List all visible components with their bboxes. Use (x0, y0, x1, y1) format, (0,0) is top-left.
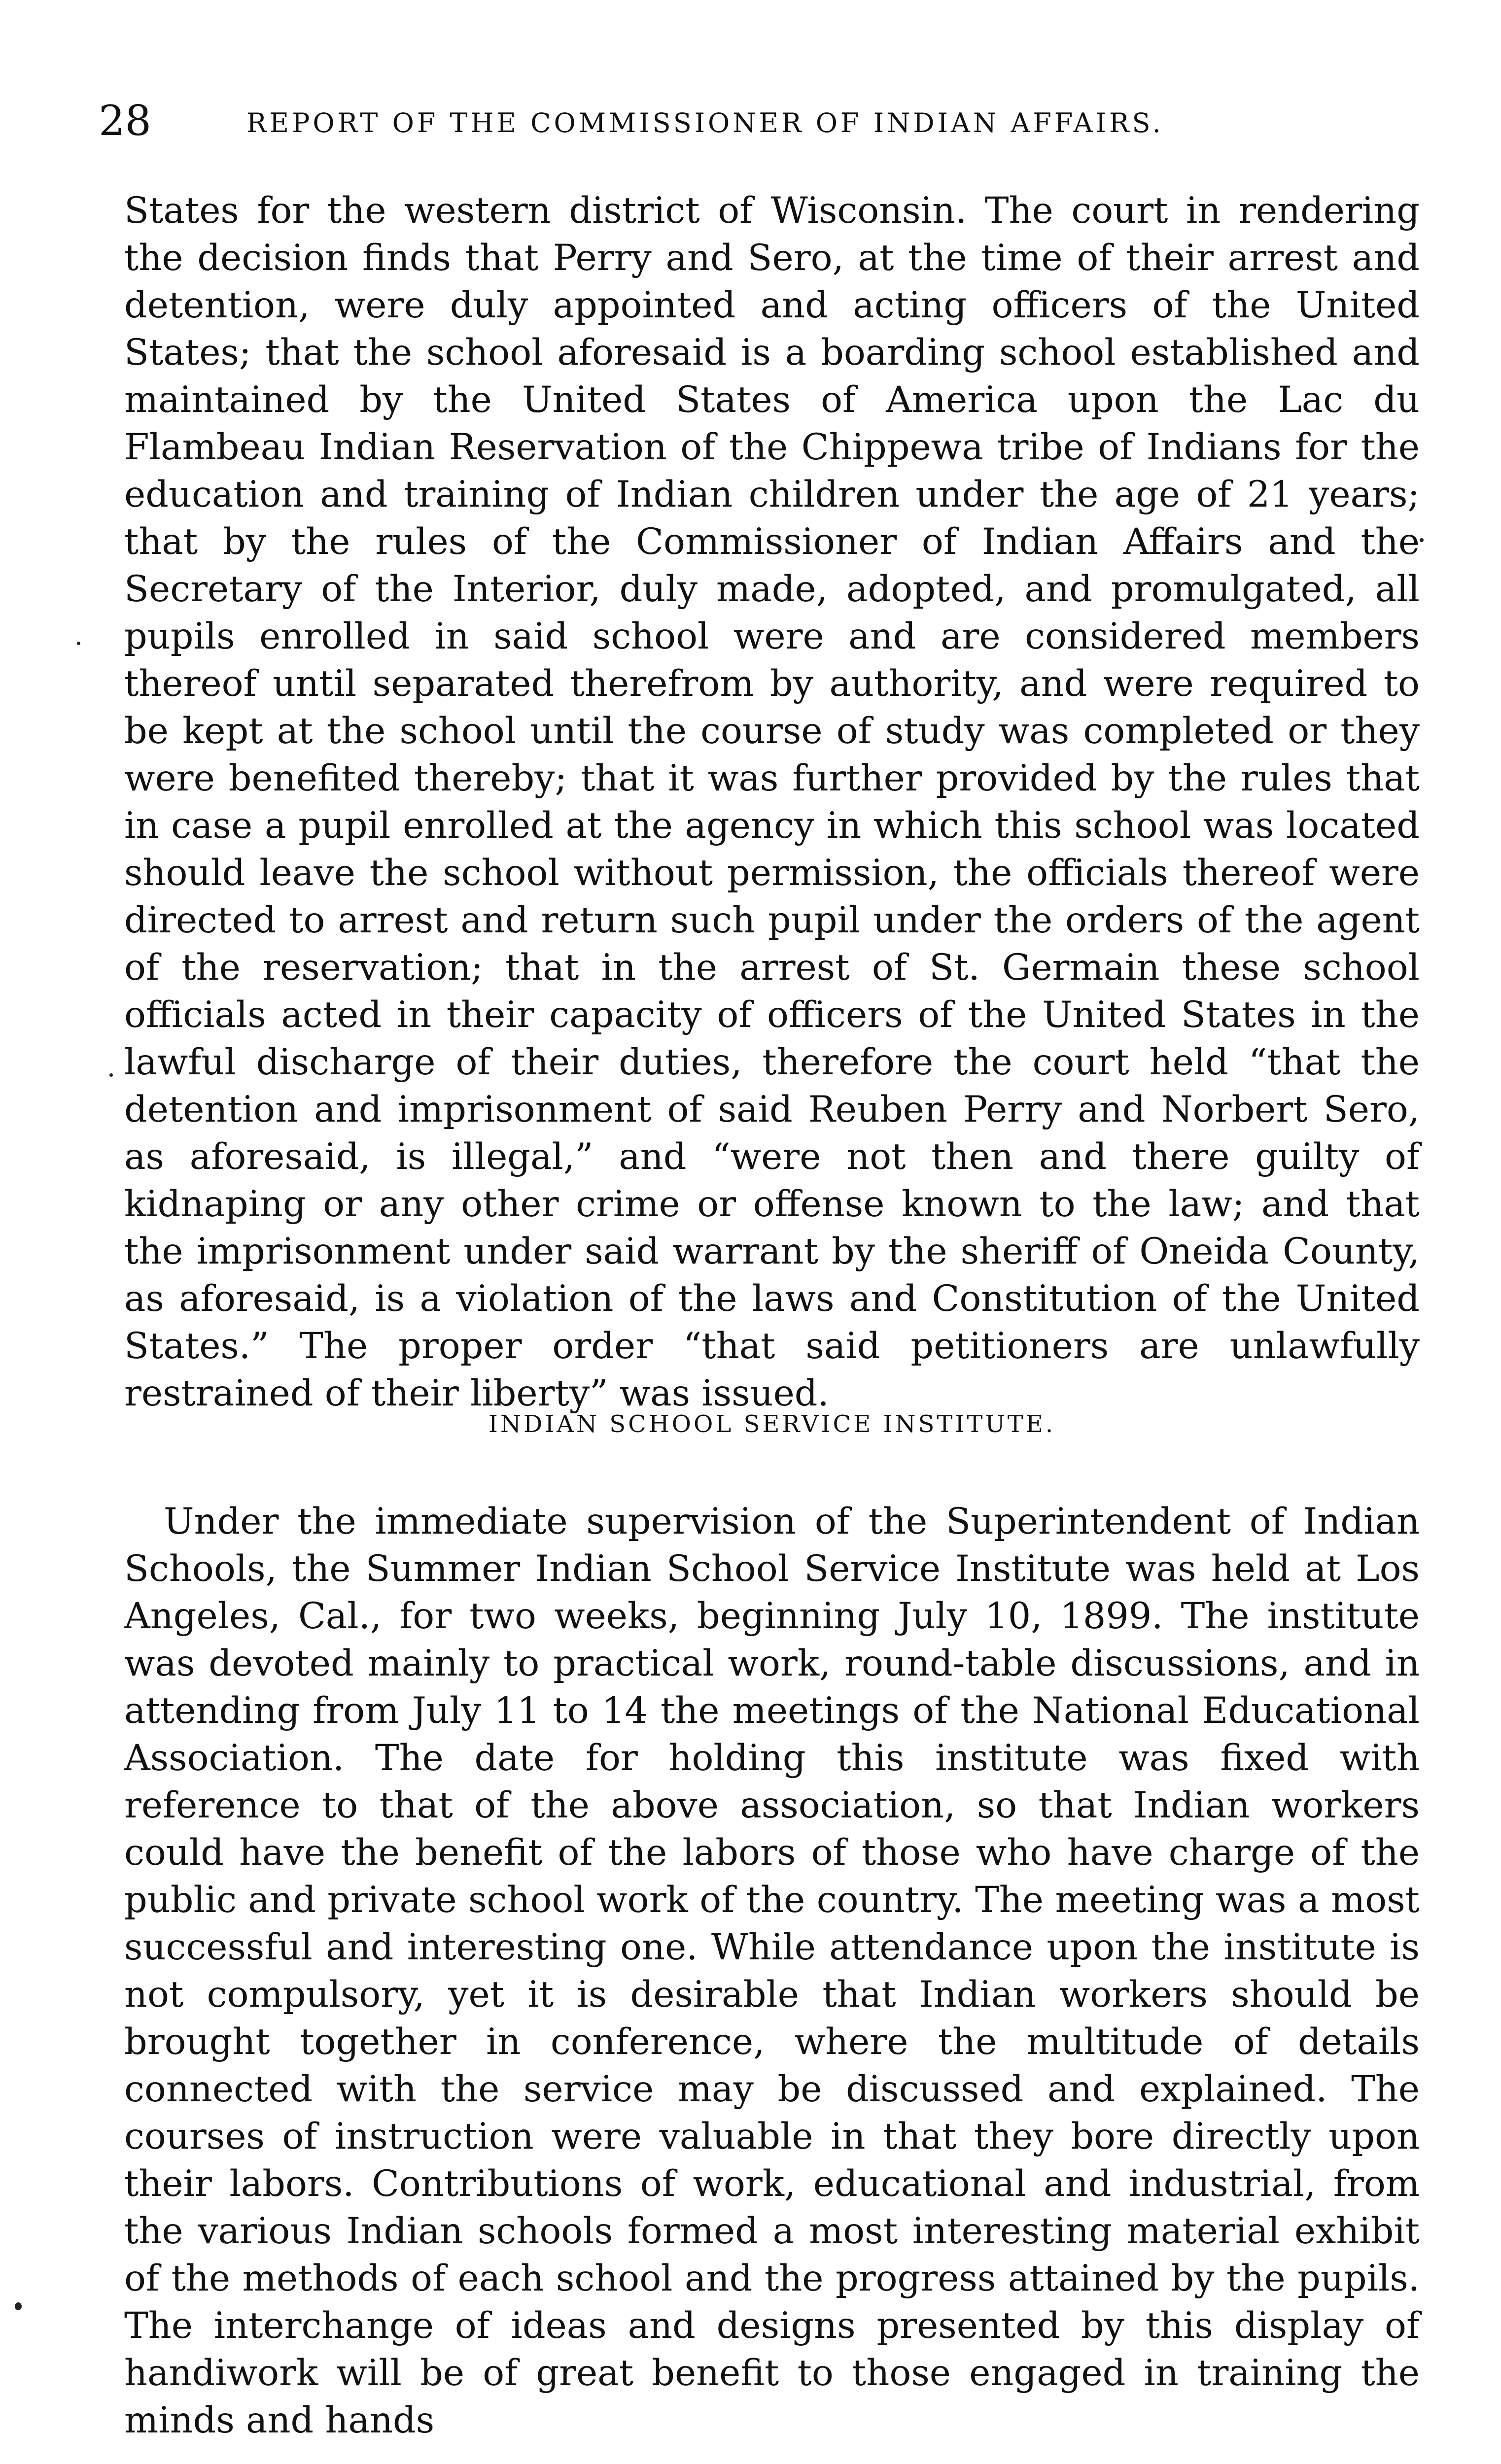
stray-ink-dot (1420, 538, 1424, 542)
running-title: REPORT OF THE COMMISSIONER OF INDIAN AFFAIRS. (246, 107, 1164, 138)
stray-ink-dot (77, 642, 80, 645)
running-head (99, 94, 1410, 153)
paragraph-court-decision: States for the western district of Wisconsin. The court in rendering the decision finds that Perry and Sero, at the time of their arrest and detention, were duly appointed and acting officers of the United States; that the school aforesaid is a boarding school established and maintained by the United States of America upon the Lac du Flambeau Indian Reservation of the Chippewa tribe of Indians for the education and training of Indian children under the age of 21 years; that by the rules of the Commissioner of Indian Affairs and the Secretary of the Interior, duly made, adopted, and promulgated, all pupils enrolled in said school were and are considered members thereof until separated therefrom by authority, and were required to be kept at the school until the course of study was completed or they were benefited thereby; that it was further provided by the rules that in case a pupil enrolled at the agency in which this school was located should leave the school without permission, the officials thereof were directed to arrest and return such pupil under the orders of the agent of the reservation; that in the arrest of St. Germain these school officials acted in their capacity of officers of the United States in the lawful discharge of their duties, therefore the court held “that the detention and imprisonment of said Reuben Perry and Norbert Sero, as aforesaid, is illegal,” and “were not then and there guilty of kidnaping or any other crime or offense known to the law; and that the imprisonment under said warrant by the sheriff of Oneida County, as aforesaid, is a violation of the laws and Constitution of the United States.” The proper order “that said petitioners are unlawfully restrained of their liberty” was issued. (124, 190, 1420, 1414)
stray-ink-dot (109, 1073, 113, 1077)
section-heading: INDIAN SCHOOL SERVICE INSTITUTE. (488, 1410, 1056, 1438)
stray-ink-dot (15, 2302, 22, 2310)
page-number: 28 (99, 97, 151, 145)
paragraph-institute: Under the immediate supervision of the Superintendent of Indian Schools, the Summer Indian School Service Institute was held at Los Angeles, Cal., for two weeks, beginning July 10, 1899. The institute was devoted mainly to practical work, round-table discussions, and in attending from July 11 to 14 the meetings of the National Educational Association. The date for holding this institute was fixed with reference to that of the above association, so that Indian workers could have the benefit of the labors of those who have charge of the public and private school work of the country. The meeting was a most successful and interesting one. While attendance upon the institute is not compulsory, yet it is desirable that Indian workers should be brought together in conference, where the multitude of details connected with the service may be discussed and explained. The courses of instruction were valuable in that they bore directly upon their labors. Contributions of work, educational and industrial, from the various Indian schools formed a most interesting material exhibit of the methods of each school and the progress attained by the pupils. The interchange of ideas and designs presented by this display of handiwork will be of great benefit to those engaged in training the minds and hands (124, 1501, 1420, 2441)
